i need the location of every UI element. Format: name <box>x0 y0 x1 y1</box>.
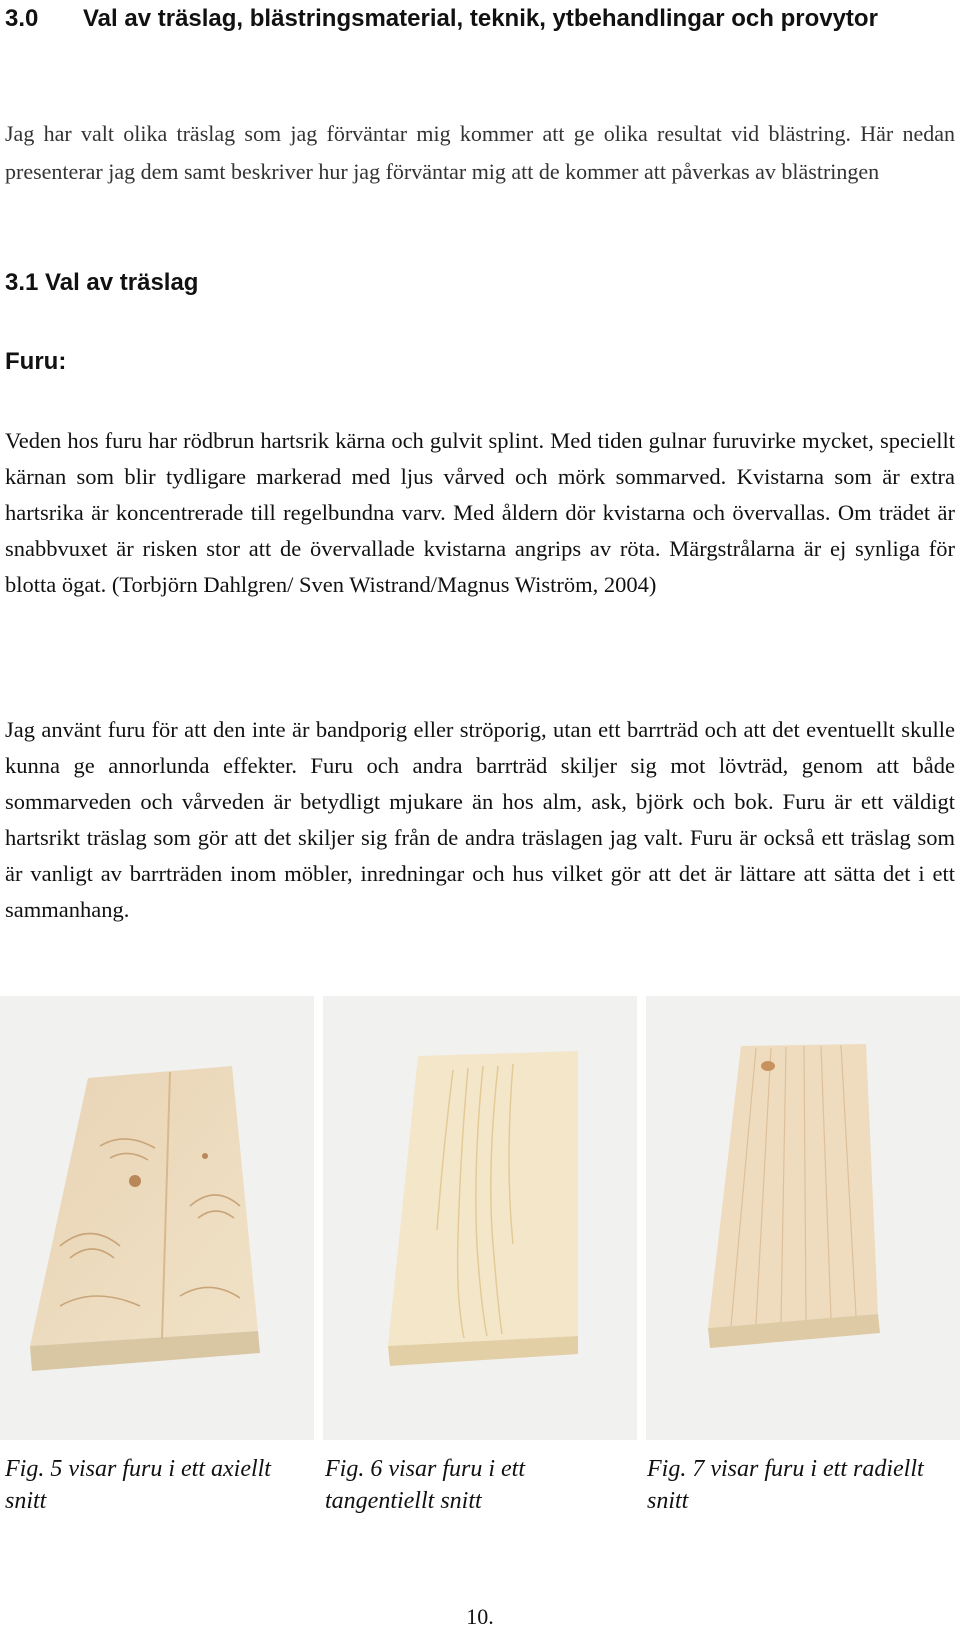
wood-sample-flat-grain-icon <box>323 996 637 1440</box>
figure-6-caption: Fig. 6 visar furu i ett tangentiellt snitt <box>325 1456 525 1514</box>
wood-sample-end-grain-icon <box>0 996 314 1440</box>
figure-7-caption: Fig. 7 visar furu i ett radiellt snitt <box>647 1456 924 1514</box>
wood-sample-straight-grain-icon <box>646 996 960 1440</box>
page-number: 10. <box>466 1604 494 1629</box>
chapter-title: Val av träslag, blästringsmaterial, teknik, ytbehandlingar och provytor <box>83 5 878 32</box>
figure-5-photo <box>0 996 314 1440</box>
body-paragraph: Veden hos furu har rödbrun hartsrik kärna och gulvit splint. Med tiden gulnar furuvirke mycket, speciellt kärnan som blir tydligare markerad med ljus vårved och mörk sommarved. Kvistarna som är extra hartsrika är koncentrerade till regelbundna varv. Med åldern dör kvistarna och övervallas. Om trädet är snabbvuxet är risken stor att de övervallade kvistarna angrips av röta. Märgstrålarna är ej synliga för blotta ögat. (Torbjörn Dahlgren/ Sven Wistrand/Magnus Wiström, 2004) <box>5 428 955 597</box>
body-paragraph: Jag använt furu för att den inte är bandporig eller ströporig, utan ett barrträd och att det eventuellt skulle kunna ge annorlunda effekter. Furu och andra barrträd skiljer sig mot lövträd, genom att både sommarveden och vårveden är betydligt mjukare än hos alm, ask, björk och bok. Furu är ett väldigt hartsrikt träslag som gör att det skiljer sig från de andra träslagen jag valt. Furu är också ett träslag som är vanligt av barrträden inom möbler, inredningar och hus vilket gör att det är lättare att sätta det i ett sammanhang. <box>5 717 955 922</box>
figure-6-photo <box>323 996 637 1440</box>
intro-paragraph: Jag har valt olika träslag som jag förväntar mig kommer att ge olika resultat vid blästring. Här nedan presenterar jag dem samt beskriver hur jag förväntar mig att de kommer att påverkas av blästringen <box>5 121 955 184</box>
chapter-number: 3.0 <box>5 5 39 32</box>
section-title: 3.1 Val av träslag <box>5 269 199 296</box>
figure-7-photo <box>646 996 960 1440</box>
figure-5-caption: Fig. 5 visar furu i ett axiellt snitt <box>5 1456 271 1514</box>
wood-type-heading: Furu: <box>5 348 67 375</box>
